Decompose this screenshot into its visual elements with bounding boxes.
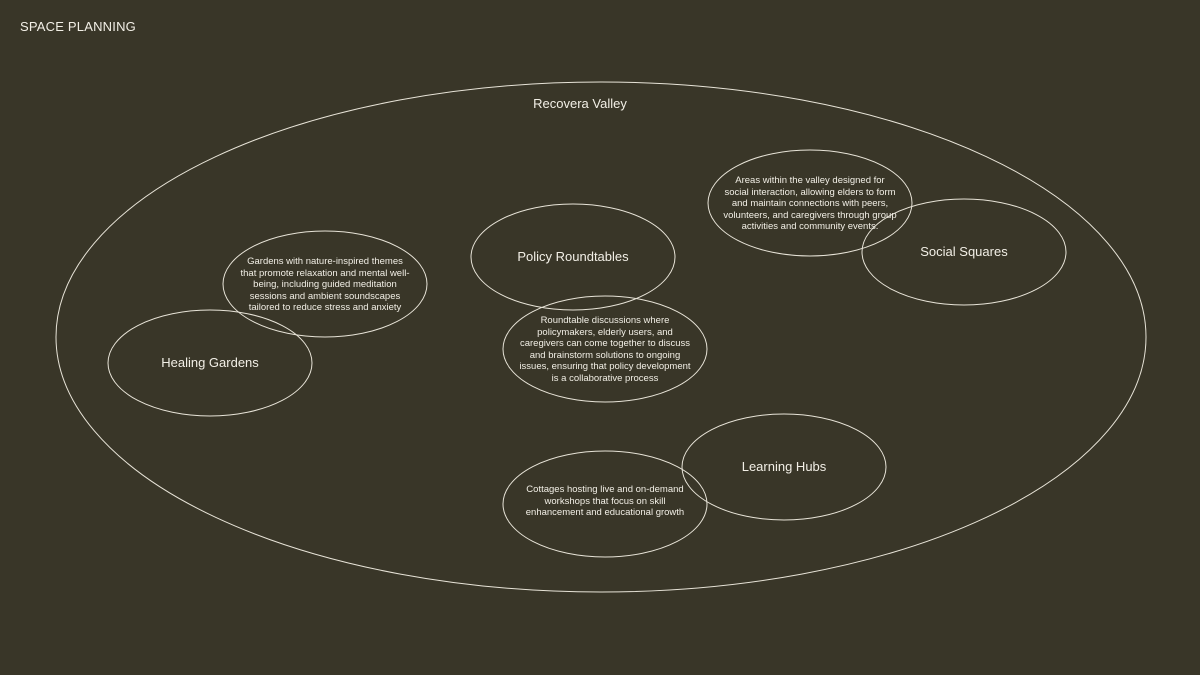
healing-gardens-description: Gardens with nature-inspired themes that promote relaxation and mental well-being, including guided meditation sessions and ambient soundscapes tailored to reduce stress and anxiety (240, 256, 410, 313)
policy-roundtables-title: Policy Roundtables (517, 249, 629, 264)
learning-hubs-title: Learning Hubs (741, 459, 827, 474)
valley-label: Recovera Valley (533, 96, 627, 111)
policy-roundtables-description: Roundtable discussions where policymakers, elderly users, and caregivers can come together to discuss and brainstorm solutions to ongoing issues, ensuring that policy development is a collaborative process (519, 315, 691, 384)
social-squares-title: Social Squares (920, 244, 1008, 259)
healing-gardens-title: Healing Gardens (161, 355, 259, 370)
learning-hubs-description: Cottages hosting live and on-demand workshops that focus on skill enhancement and educational growth (525, 484, 685, 518)
social-squares-description: Areas within the valley designed for social interaction, allowing elders to form and maintain connections with peers, volunteers, and caregivers through group activities and community events. (723, 175, 897, 232)
page-title: SPACE PLANNING (20, 19, 136, 34)
